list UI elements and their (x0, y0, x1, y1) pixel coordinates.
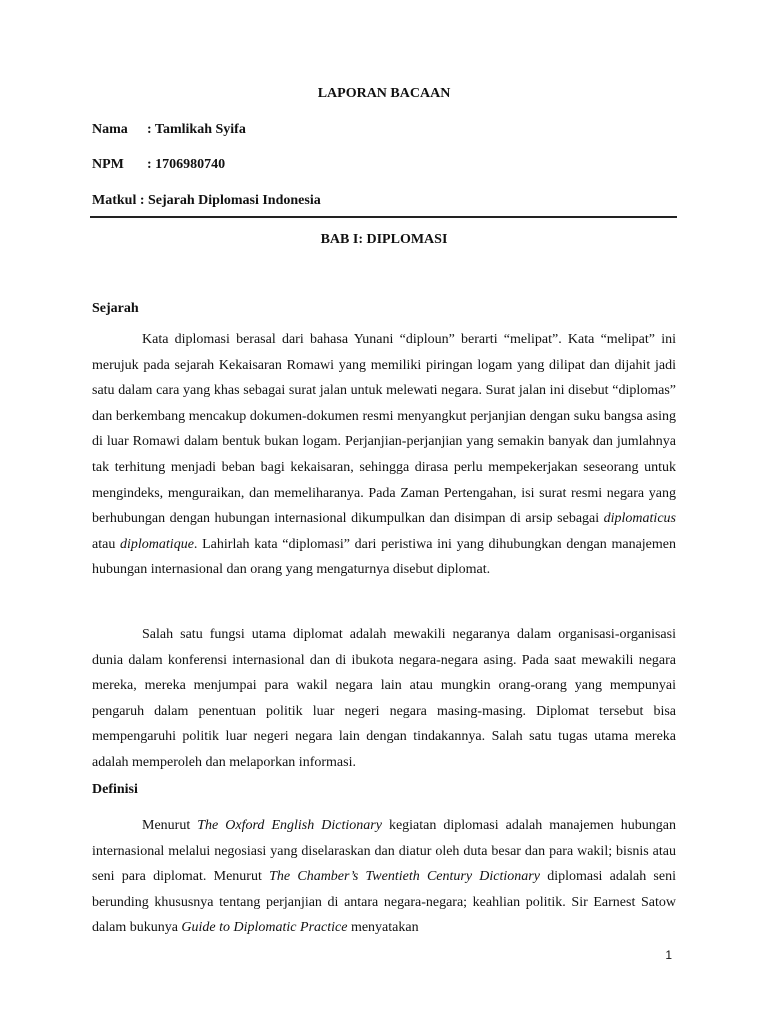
text-run: Kata diplomasi berasal dari bahasa Yunani “diploun” berarti “melipat”. Kata “melipat” ini merujuk pada sejarah Kekaisaran Romawi yang memiliki piringan logam yang dilipat dan dijahit jadi satu dalam cara yang khas sebagai surat jalan untuk melewati negara. Surat jalan ini disebut “diplomas” dan berkembang mencakup dokumen-dokumen resmi menyangkut perjanjian dengan suku bangsa asing di luar Romawi dalam bentuk bukan logam. Perjanjian-perjanjian yang semakin banyak dan jumlahnya tak terhitung menjadi beban bagi kekaisaran, sehingga dirasa perlu mempekerjakan seseorang untuk mengindeks, menguraikan, dan memeliharanya. Pada Zaman Pertengahan, isi surat resmi negara yang berhubungan dengan hubungan internasional dikumpulkan dan disimpan di arsip sebagai (92, 332, 676, 527)
paragraph-sejarah-2 (92, 622, 676, 776)
paragraph-definisi-1 (92, 813, 676, 941)
text-run: diplomasi adalah seni berunding khususnya tentang perjanjian di antara negara-negara; keahlian politik. Sir Earnest Satow dalam bukunya (92, 869, 676, 936)
meta-key: Nama (92, 122, 128, 137)
italic-term: Guide to Diplomatic Practice (181, 920, 348, 936)
text-run: kegiatan diplomasi adalah manajemen hubungan internasional melalui negosiasi yang diselaraskan dan diatur oleh duta besar dan para wakil; bisnis atau seni para diplomat. Menurut (92, 818, 676, 885)
meta-row-npm (92, 157, 225, 173)
meta-value: : Tamlikah Syifa (147, 122, 246, 137)
italic-term: diplomaticus (603, 511, 676, 527)
meta-key: NPM (92, 157, 124, 172)
chapter-title: BAB I: DIPLOMASI (320, 232, 448, 247)
italic-term: diplomatique (120, 536, 194, 552)
italic-term: The Chamber’s Twentieth Century Dictionary (269, 869, 540, 885)
paragraph-sejarah-1 (92, 327, 676, 583)
meta-key: Matkul (92, 193, 137, 208)
text-run: . Lahirlah kata “diplomasi” dari peristiwa ini yang dihubungkan dengan manajemen hubungan internasional dan orang yang mengaturnya disebut diplomat. (92, 536, 676, 578)
header-divider (90, 216, 677, 218)
section-heading-sejarah: Sejarah (92, 301, 139, 316)
text-run: menyatakan (347, 920, 419, 936)
meta-row-matkul (92, 193, 321, 209)
text-run: Menurut (142, 818, 198, 833)
italic-term: The Oxford English Dictionary (197, 818, 382, 833)
text-run: atau (92, 536, 121, 552)
meta-value: : Sejarah Diplomasi Indonesia (139, 193, 321, 208)
page-number: 1 (665, 948, 672, 962)
text-run: Salah satu fungsi utama diplomat adalah mewakili negaranya dalam organisasi-organisasi dunia dalam konferensi internasional dan di ibukota negara-negara asing. Pada saat mewakili negara mereka, mereka menjumpai para wakil negara lain atau mungkin orang-orang yang mempunyai pengaruh dalam penentuan politik luar negeri negara masing-masing. Diplomat tersebut bisa mempengaruhi politik luar negeri negara lain dengan tindakannya. Salah satu tugas utama mereka adalah memperoleh dan melaporkan informasi. (92, 627, 676, 770)
document-title: LAPORAN BACAAN (317, 86, 451, 101)
section-heading-definisi: Definisi (92, 782, 138, 797)
meta-value: : 1706980740 (147, 157, 226, 172)
meta-row-nama (92, 122, 246, 138)
